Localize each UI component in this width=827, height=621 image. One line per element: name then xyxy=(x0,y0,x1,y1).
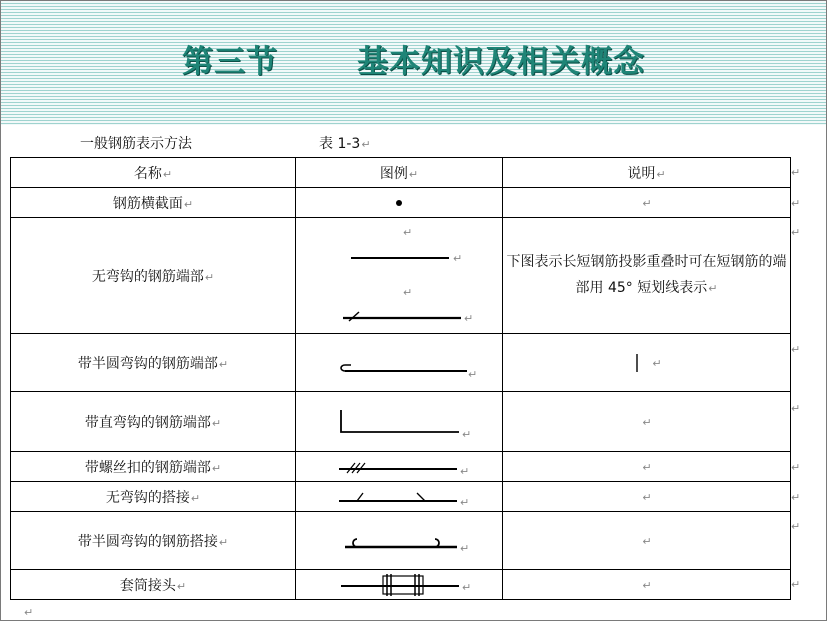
document-end-mark: ↵ xyxy=(24,606,34,619)
row-end-mark: ↵ xyxy=(791,343,801,356)
row-name: 套筒接头↵ xyxy=(11,570,296,600)
row-name: 带半圆弯钩的钢筋端部↵ xyxy=(11,334,296,392)
table-row xyxy=(11,570,791,600)
header-legend: 图例↵ xyxy=(296,158,503,188)
row-end-mark: ↵ xyxy=(791,402,801,415)
svg-text:↵: ↵ xyxy=(462,580,472,594)
svg-text:↵: ↵ xyxy=(468,367,478,381)
row-end-mark: ↵ xyxy=(791,520,801,533)
svg-text:↵: ↵ xyxy=(460,495,470,507)
svg-text:↵: ↵ xyxy=(460,541,470,555)
row-name: 带半圆弯钩的钢筋搭接↵ xyxy=(11,512,296,570)
row-note: ↵ xyxy=(503,482,791,512)
svg-text:↵: ↵ xyxy=(453,251,463,265)
row-end-mark: ↵ xyxy=(791,491,801,504)
table-row xyxy=(11,482,791,512)
row-end-mark: ↵ xyxy=(791,197,801,210)
dot-icon xyxy=(296,188,503,218)
row-note: ↵ xyxy=(503,512,791,570)
section-number: 第三节 xyxy=(182,44,278,80)
header-note: 说明↵ xyxy=(503,158,791,188)
row-note: ↵ xyxy=(503,452,791,482)
right-angle-hook-end-icon xyxy=(296,392,503,452)
svg-text:↵: ↵ xyxy=(403,225,413,239)
table-row xyxy=(11,218,791,334)
row-name: 带螺丝扣的钢筋端部↵ xyxy=(11,452,296,482)
semicircular-hook-end-icon xyxy=(296,334,503,392)
row-name: 带直弯钩的钢筋端部↵ xyxy=(11,392,296,452)
table-row xyxy=(11,392,791,452)
table-row xyxy=(11,188,791,218)
row-note: ↵ xyxy=(503,392,791,452)
row-name: 无弯钩的钢筋端部↵ xyxy=(11,218,296,334)
row-end-mark: ↵ xyxy=(791,166,801,179)
svg-text:↵: ↵ xyxy=(403,285,413,299)
row-note: 下图表示长短钢筋投影重叠时可在短钢筋的端部用 45° 短划线表示↵ xyxy=(503,218,791,334)
table-caption: 一般钢筋表示方法 xyxy=(80,136,192,152)
sleeve-coupler-icon xyxy=(296,570,503,600)
lap-splice-no-hook-icon xyxy=(296,482,503,512)
threaded-end-icon xyxy=(296,452,503,482)
svg-text:↵: ↵ xyxy=(464,311,474,325)
table-row xyxy=(11,512,791,570)
header-name: 名称↵ xyxy=(11,158,296,188)
rebar-notation-table xyxy=(10,157,791,600)
table-row xyxy=(11,334,791,392)
table-row xyxy=(11,452,791,482)
svg-text:↵: ↵ xyxy=(462,427,472,441)
row-end-mark: ↵ xyxy=(791,226,801,239)
row-note: ↵ xyxy=(503,570,791,600)
lap-splice-semicircular-hook-icon xyxy=(296,512,503,570)
straight-bar-end-icon xyxy=(296,218,503,334)
row-note: ↵ xyxy=(503,188,791,218)
row-end-mark: ↵ xyxy=(791,461,801,474)
svg-text:↵: ↵ xyxy=(460,464,470,477)
table-header-row xyxy=(11,158,791,188)
table-number: 表 1-3↵ xyxy=(319,136,371,152)
row-end-mark: ↵ xyxy=(791,578,801,591)
row-note: ↵ xyxy=(503,334,791,392)
row-name: 钢筋横截面↵ xyxy=(11,188,296,218)
section-title: 基本知识及相关概念 xyxy=(357,44,645,80)
row-name: 无弯钩的搭接↵ xyxy=(11,482,296,512)
